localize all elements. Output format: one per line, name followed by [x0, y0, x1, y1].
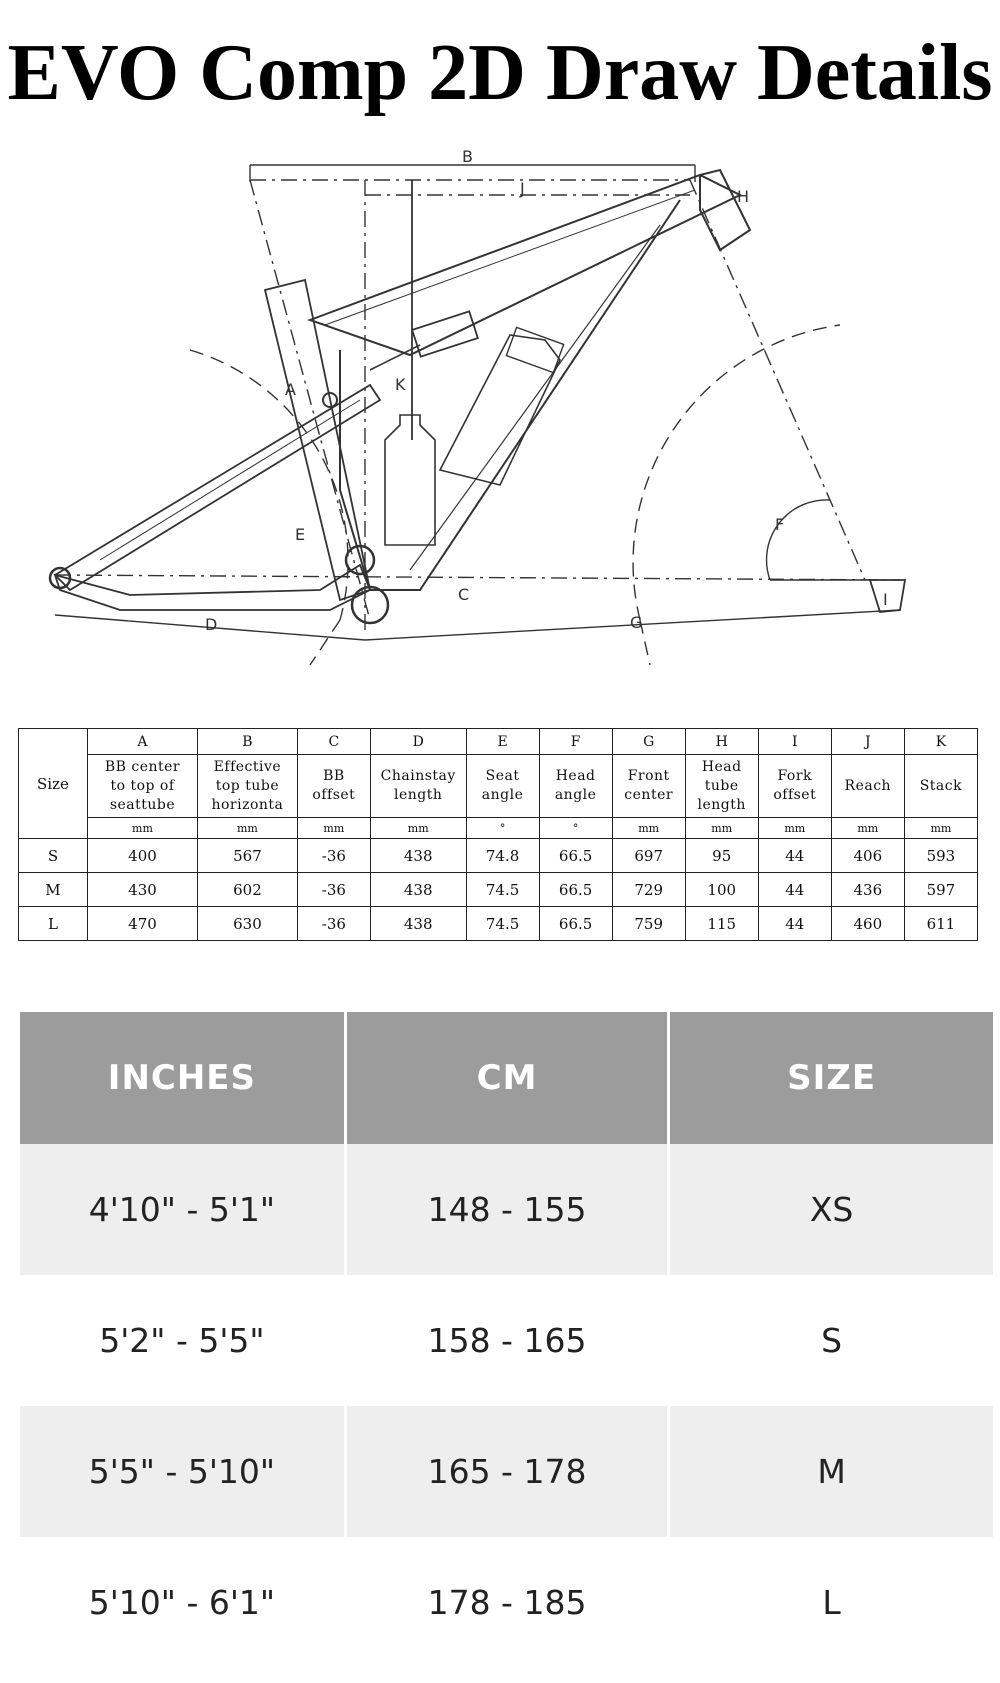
col-letter: E	[466, 729, 539, 755]
col-desc: Effective top tube horizonta	[198, 755, 298, 818]
cell: 759	[612, 907, 685, 941]
size-cell: XS	[670, 1144, 993, 1275]
cell: 100	[685, 873, 758, 907]
col-desc: Seat angle	[466, 755, 539, 818]
col-unit: mm	[297, 818, 370, 839]
cell: 66.5	[539, 873, 612, 907]
cell: 567	[198, 839, 298, 873]
dim-label-a: A	[285, 380, 296, 399]
dim-label-d: D	[205, 615, 218, 634]
water-bottle-icon	[385, 415, 435, 545]
cell: 436	[831, 873, 904, 907]
col-desc: Front center	[612, 755, 685, 818]
page-title: EVO Comp 2D Draw Details	[7, 29, 993, 117]
size-cell: S	[670, 1275, 993, 1406]
cm-cell: 158 - 165	[347, 1275, 670, 1406]
col-letter: G	[612, 729, 685, 755]
col-unit: mm	[198, 818, 298, 839]
col-letter: I	[758, 729, 831, 755]
col-letter: B	[198, 729, 298, 755]
cell: 438	[370, 907, 466, 941]
size-row	[20, 1144, 993, 1275]
cell: -36	[297, 907, 370, 941]
header-cm: CM	[347, 1012, 670, 1144]
row-size: M	[19, 873, 88, 907]
dim-label-j: J	[520, 179, 525, 198]
col-letter: D	[370, 729, 466, 755]
dim-label-c: C	[458, 585, 470, 604]
chain-stay	[55, 565, 370, 610]
table-row	[19, 873, 978, 907]
dim-label-b: B	[462, 150, 473, 166]
cell: 438	[370, 873, 466, 907]
cm-cell: 178 - 185	[347, 1537, 670, 1668]
cell: 697	[612, 839, 685, 873]
dim-label-i: I	[883, 590, 888, 609]
cell: 430	[87, 873, 197, 907]
cell: 66.5	[539, 839, 612, 873]
size-row	[20, 1275, 993, 1406]
cell: 115	[685, 907, 758, 941]
header-size: SIZE	[670, 1012, 993, 1144]
cell: 44	[758, 839, 831, 873]
cell: 406	[831, 839, 904, 873]
col-unit: mm	[685, 818, 758, 839]
col-unit: °	[539, 818, 612, 839]
col-desc: BB center to top of seattube	[87, 755, 197, 818]
cell: 630	[198, 907, 298, 941]
inches-cell: 5'5" - 5'10"	[20, 1406, 347, 1537]
cell: 44	[758, 873, 831, 907]
col-desc: Head angle	[539, 755, 612, 818]
col-desc: BB offset	[297, 755, 370, 818]
cell: 74.8	[466, 839, 539, 873]
col-unit: mm	[87, 818, 197, 839]
inches-cell: 5'10" - 6'1"	[20, 1537, 347, 1668]
inches-cell: 5'2" - 5'5"	[20, 1275, 347, 1406]
cell: -36	[297, 873, 370, 907]
size-header: Size	[19, 729, 88, 839]
row-size: L	[19, 907, 88, 941]
size-row	[20, 1537, 993, 1668]
dim-label-g: G	[630, 613, 643, 632]
col-unit: mm	[758, 818, 831, 839]
cell: 400	[87, 839, 197, 873]
header-inches: INCHES	[20, 1012, 347, 1144]
cell: -36	[297, 839, 370, 873]
cell: 74.5	[466, 907, 539, 941]
dim-label-e: E	[295, 525, 306, 544]
col-unit: mm	[370, 818, 466, 839]
col-desc: Reach	[831, 755, 904, 818]
col-unit: mm	[831, 818, 904, 839]
size-chart	[20, 1012, 993, 1668]
table-row	[19, 839, 978, 873]
row-size: S	[19, 839, 88, 873]
bottom-bracket	[352, 587, 388, 623]
seat-tube	[265, 280, 370, 600]
cell: 611	[904, 907, 977, 941]
col-letter: F	[539, 729, 612, 755]
col-desc: Fork offset	[758, 755, 831, 818]
col-unit: mm	[904, 818, 977, 839]
cell: 66.5	[539, 907, 612, 941]
inches-cell: 4'10" - 5'1"	[20, 1144, 347, 1275]
cell: 602	[198, 873, 298, 907]
col-unit: mm	[612, 818, 685, 839]
cell: 74.5	[466, 873, 539, 907]
angle-arc-right	[633, 325, 840, 620]
dim-label-h: H	[737, 187, 750, 206]
dim-label-f: F	[775, 515, 785, 534]
geometry-table	[18, 728, 978, 941]
cell: 44	[758, 907, 831, 941]
col-letter: A	[87, 729, 197, 755]
cell: 438	[370, 839, 466, 873]
bike-frame-drawing	[40, 150, 960, 710]
cell: 95	[685, 839, 758, 873]
cm-cell: 165 - 178	[347, 1406, 670, 1537]
cell: 597	[904, 873, 977, 907]
col-letter: J	[831, 729, 904, 755]
angle-arc-left	[190, 350, 348, 620]
cell: 460	[831, 907, 904, 941]
size-row	[20, 1406, 993, 1537]
col-desc: Stack	[904, 755, 977, 818]
size-cell: L	[670, 1537, 993, 1668]
col-unit: °	[466, 818, 539, 839]
size-cell: M	[670, 1406, 993, 1537]
col-desc: Chainstay length	[370, 755, 466, 818]
table-row	[19, 907, 978, 941]
cm-cell: 148 - 155	[347, 1144, 670, 1275]
col-desc: Head tube length	[685, 755, 758, 818]
cell: 593	[904, 839, 977, 873]
cell: 729	[612, 873, 685, 907]
col-letter: C	[297, 729, 370, 755]
col-letter: H	[685, 729, 758, 755]
cell: 470	[87, 907, 197, 941]
dim-label-k: K	[395, 375, 406, 394]
col-letter: K	[904, 729, 977, 755]
